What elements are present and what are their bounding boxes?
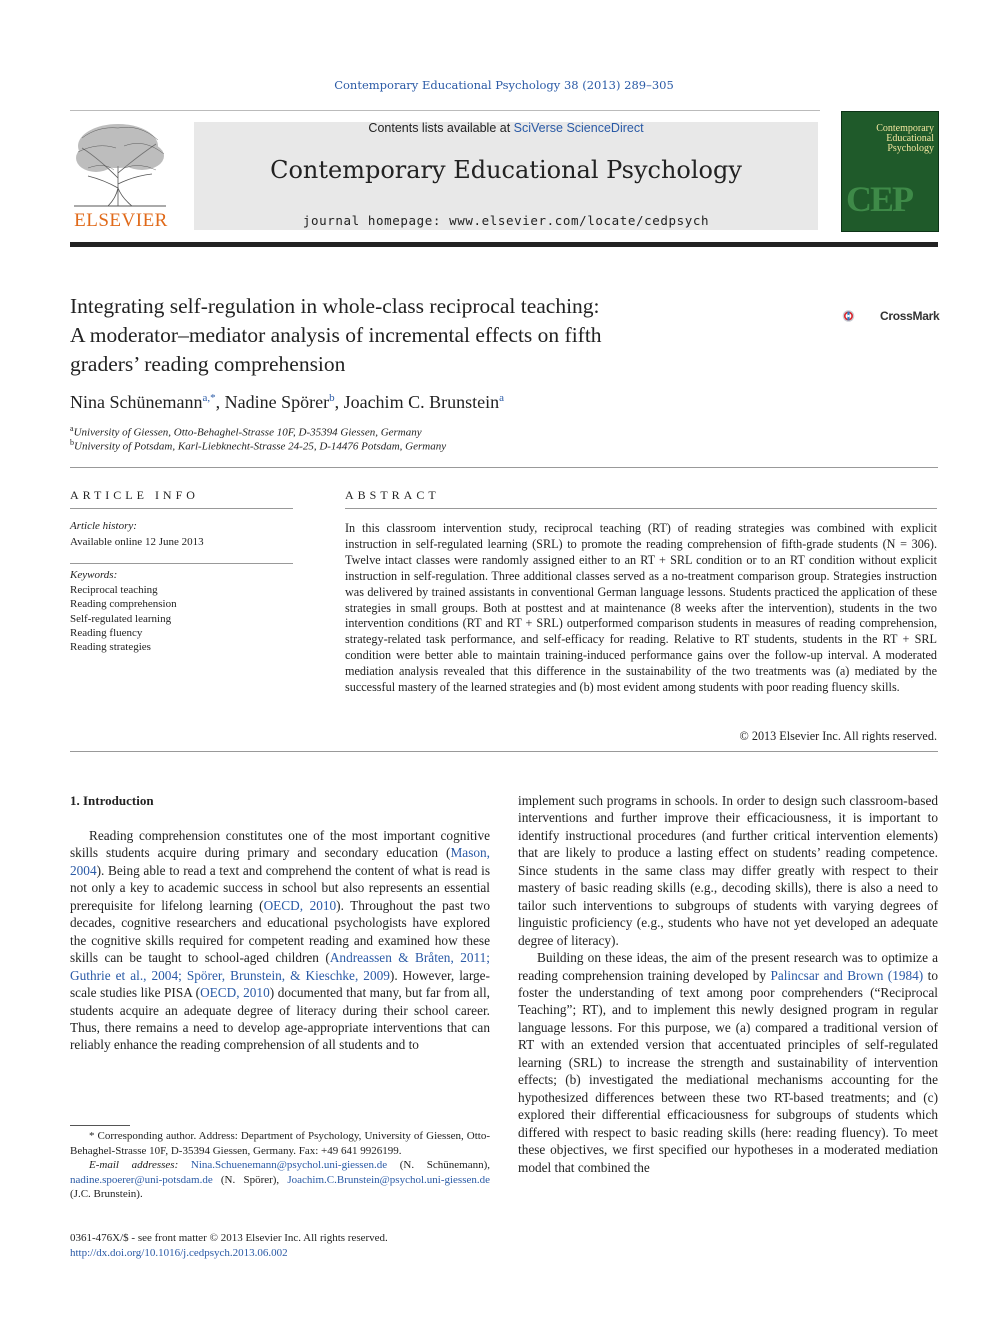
journal-name: Contemporary Educational Psychology: [270, 156, 742, 184]
cover-title-line: Contemporary: [876, 123, 934, 134]
keyword: Reading strategies: [70, 641, 151, 654]
intro-paragraph: [518, 949, 938, 1176]
paragraph-text: ). Being able to read a text and comprehend the content of what is read is not only a key to academic success in school but also represents an essential prerequisite for lifelong learning (: [70, 862, 490, 913]
author-name[interactable]: Joachim C. Brunstein: [343, 392, 500, 412]
keywords-rule: [70, 563, 293, 564]
keyword: Reading fluency: [70, 626, 143, 639]
email-owner: (N. Schünemann),: [387, 1159, 491, 1171]
author-affiliation-marker[interactable]: b: [329, 392, 335, 404]
section-rule: [70, 751, 938, 752]
intro-paragraph: [518, 792, 938, 949]
abstract-rule: [345, 508, 937, 509]
journal-homepage: [194, 213, 818, 228]
cover-acronym: CEP: [846, 179, 912, 219]
keywords-label: Keywords:: [70, 569, 118, 581]
affiliation-marker: a: [70, 424, 74, 433]
author-separator: ,: [334, 392, 344, 412]
cover-title-line: Psychology: [887, 143, 934, 154]
issn-text: 0361-476X/$ - see front matter © 2013 Elsevier Inc. All rights reserved.: [70, 1232, 388, 1244]
cover-title-line: Educational: [886, 133, 934, 144]
article-history-label: Article history:: [70, 520, 137, 532]
paragraph-text: Reading comprehension constitutes one of the most important cognitive skills students acquire during primary and secondary education (: [70, 828, 490, 861]
author-name[interactable]: Nina Schünemann: [70, 392, 203, 412]
footnotes: [70, 1129, 490, 1202]
homepage-prefix: journal homepage:: [302, 213, 450, 228]
keyword: Reading comprehension: [70, 598, 177, 611]
intro-paragraph: [70, 827, 490, 1054]
email-link[interactable]: nadine.spoerer@uni-potsdam.de: [70, 1173, 213, 1186]
title-line: A moderator–mediator analysis of incremental effects on fifth: [70, 323, 602, 347]
crossmark-label[interactable]: CrossMark: [880, 309, 940, 323]
author-name[interactable]: Nadine Spörer: [224, 392, 330, 412]
section-rule: [70, 467, 938, 468]
author-separator: ,: [215, 392, 225, 412]
sciencedirect-link[interactable]: SciVerse ScienceDirect: [513, 121, 644, 135]
journal-citation[interactable]: Contemporary Educational Psychology 38 (2013) 289–305: [334, 78, 674, 92]
right-column: [518, 792, 938, 1176]
keywords-list: [70, 583, 177, 654]
article-info-rule: [70, 508, 293, 509]
author-affiliation-marker[interactable]: a,*: [202, 392, 216, 404]
keyword: Reciprocal teaching: [70, 584, 158, 596]
email-link[interactable]: Nina.Schuenemann@psychol.uni-giessen.de: [190, 1159, 388, 1171]
crossmark-icon[interactable]: [842, 298, 878, 334]
homepage-url[interactable]: www.elsevier.com/locate/cedpsych: [449, 213, 710, 228]
corresponding-author-note: * Corresponding author. Address: Department of Psychology, University of Giessen, Otto-Behaghel-Strasse 10F, D-35394 Giessen, Germany. Fax: +49 641 9926199.: [70, 1130, 490, 1157]
journal-cover-thumbnail[interactable]: [841, 111, 939, 232]
email-owner: (J.C. Brunstein).: [70, 1188, 143, 1200]
author-list: [70, 392, 504, 413]
citation-link[interactable]: Mason, 2004: [70, 845, 490, 878]
article-info-heading: ARTICLE INFO: [70, 488, 199, 502]
paragraph-text: ). However, large-scale studies like PISA (: [70, 967, 490, 1001]
abstract-copyright: © 2013 Elsevier Inc. All rights reserved.: [739, 729, 937, 743]
email-link[interactable]: Joachim.C.Brunstein@psychol.uni-giessen.de: [287, 1173, 490, 1186]
article-history-text: Available online 12 June 2013: [70, 536, 204, 548]
elsevier-wordmark: ELSEVIER: [74, 210, 168, 231]
cover-title: [872, 124, 934, 154]
citation-link[interactable]: OECD, 2010: [200, 985, 270, 1001]
contents-line: [194, 121, 818, 135]
header-rule: [70, 110, 820, 111]
introduction-heading: 1. Introduction: [70, 793, 154, 808]
footnote-rule: [70, 1125, 130, 1126]
affiliation-marker: b: [70, 438, 74, 447]
paragraph-text: implement such programs in schools. In order to design such classroom-based interventions and further improve their efficaciousness, it is important to identify instructional procedures (and further critical intervention elements) that are likely to produce a lasting effect on students’ reading competence. Since students in the same class may differ greatly with respect to their mastery of basic reading skills (e.g., decoding skills), there is also a need to tailor such interventions to subgroups of students with varying degrees of linguistic proficiency (e.g., students who have not yet developed an adequate degree of literacy).: [518, 793, 938, 948]
affiliation: [70, 438, 446, 453]
email-note: [70, 1158, 490, 1202]
email-label: E-mail addresses:: [89, 1159, 179, 1171]
title-line: Integrating self-regulation in whole-class reciprocal teaching:: [70, 294, 600, 318]
contents-prefix: Contents lists available at: [368, 121, 514, 135]
affiliation-text: University of Giessen, Otto-Behaghel-Strasse 10F, D-35394 Giessen, Germany: [73, 426, 422, 439]
citation-link[interactable]: Andreassen & Bråten, 2011; Guthrie et al., 2004; Spörer, Brunstein, & Kieschke, 2009: [70, 950, 490, 983]
keyword: Self-regulated learning: [70, 612, 172, 625]
citation-link[interactable]: Palincsar and Brown (1984): [770, 967, 924, 983]
title-line: graders’ reading comprehension: [70, 352, 346, 376]
author-affiliation-marker[interactable]: a: [499, 392, 504, 404]
issn-line: [70, 1231, 388, 1260]
citation-link[interactable]: OECD, 2010: [263, 897, 337, 913]
header-thick-rule: [70, 242, 938, 247]
left-column: [70, 827, 490, 1054]
abstract-text: In this classroom intervention study, reciprocal teaching (RT) of reading strategies was combined with explicit instruction in self-regulated learning (SRL) to promote the reading comprehension of fifth-grade students (N = 306). Twelve intact classes were randomly assigned either to an RT + SRL condition or to an RT condition without explicit instruction in self-regulation. Three additional classes served as a no-treatment comparison group. Strategies instruction was delivered by trained assistants in conventional German language lessons. Students practiced the application of these strategies in small groups. Both at posttest and at maintenance (8 weeks after the intervention), students in the two intervention conditions (RT and RT + SRL) outperformed comparison students in measures of reading comprehension, strategy-related task performance, and self-efficacy for reading. Relative to RT students, students in the RT + SRL condition were better able to maintain training-induced performance gains over the follow-up interval. A moderated mediation analysis revealed that this difference in the sustainability of the two treatments was (a) mediated by the successful mastery of the learned strategies and (b) most evident among students with poor reading fluency skills.: [345, 521, 937, 695]
affiliation: [70, 424, 422, 439]
doi-link[interactable]: http://dx.doi.org/10.1016/j.cedpsych.2013.06.002: [70, 1246, 288, 1259]
paragraph-text: to foster the understanding of text among poor comprehenders (“Reciprocal Teaching”; RT), and to implement this newly designed program in regular language lessons. For this purpose, we (a) compared a traditional version of RT with an extended version that accentuated principles of self-regulated learning (SRL) to increase the strength and sustainability of intervention effects; (b) investigated the mediational mechanisms accounting for the hypothesized differences between these two RT-based treatments; and (c) explored their differential efficaciousness for subgroups of students which differed with respect to basic reading skills (here: reading fluency). To meet these objectives, we first specified our hypotheses in a moderated mediation model that combined the: [518, 967, 938, 1175]
abstract-heading: ABSTRACT: [345, 488, 440, 502]
paragraph-text: ). Throughout the past two decades, cognitive researchers and educational psychologists have explored the cognitive skills required for competent reading and examined how these skills can be taught to school-aged children (: [70, 897, 491, 966]
email-owner: (N. Spörer),: [212, 1173, 288, 1186]
affiliation-text: University of Potsdam, Karl-Liebknecht-Strasse 24-25, D-14476 Potsdam, Germany: [74, 440, 447, 453]
paragraph-text: ) documented that many, but far from all, students acquire an adequate degree of literacy during their school career. Thus, there remains a need to develop age-appropriate interventions that can reliably enhance the reading comprehension of all students and to: [70, 985, 490, 1053]
article-title: [70, 292, 770, 379]
paragraph-text: Building on these ideas, the aim of the present research was to optimize a reading comprehension training developed by: [518, 950, 938, 983]
